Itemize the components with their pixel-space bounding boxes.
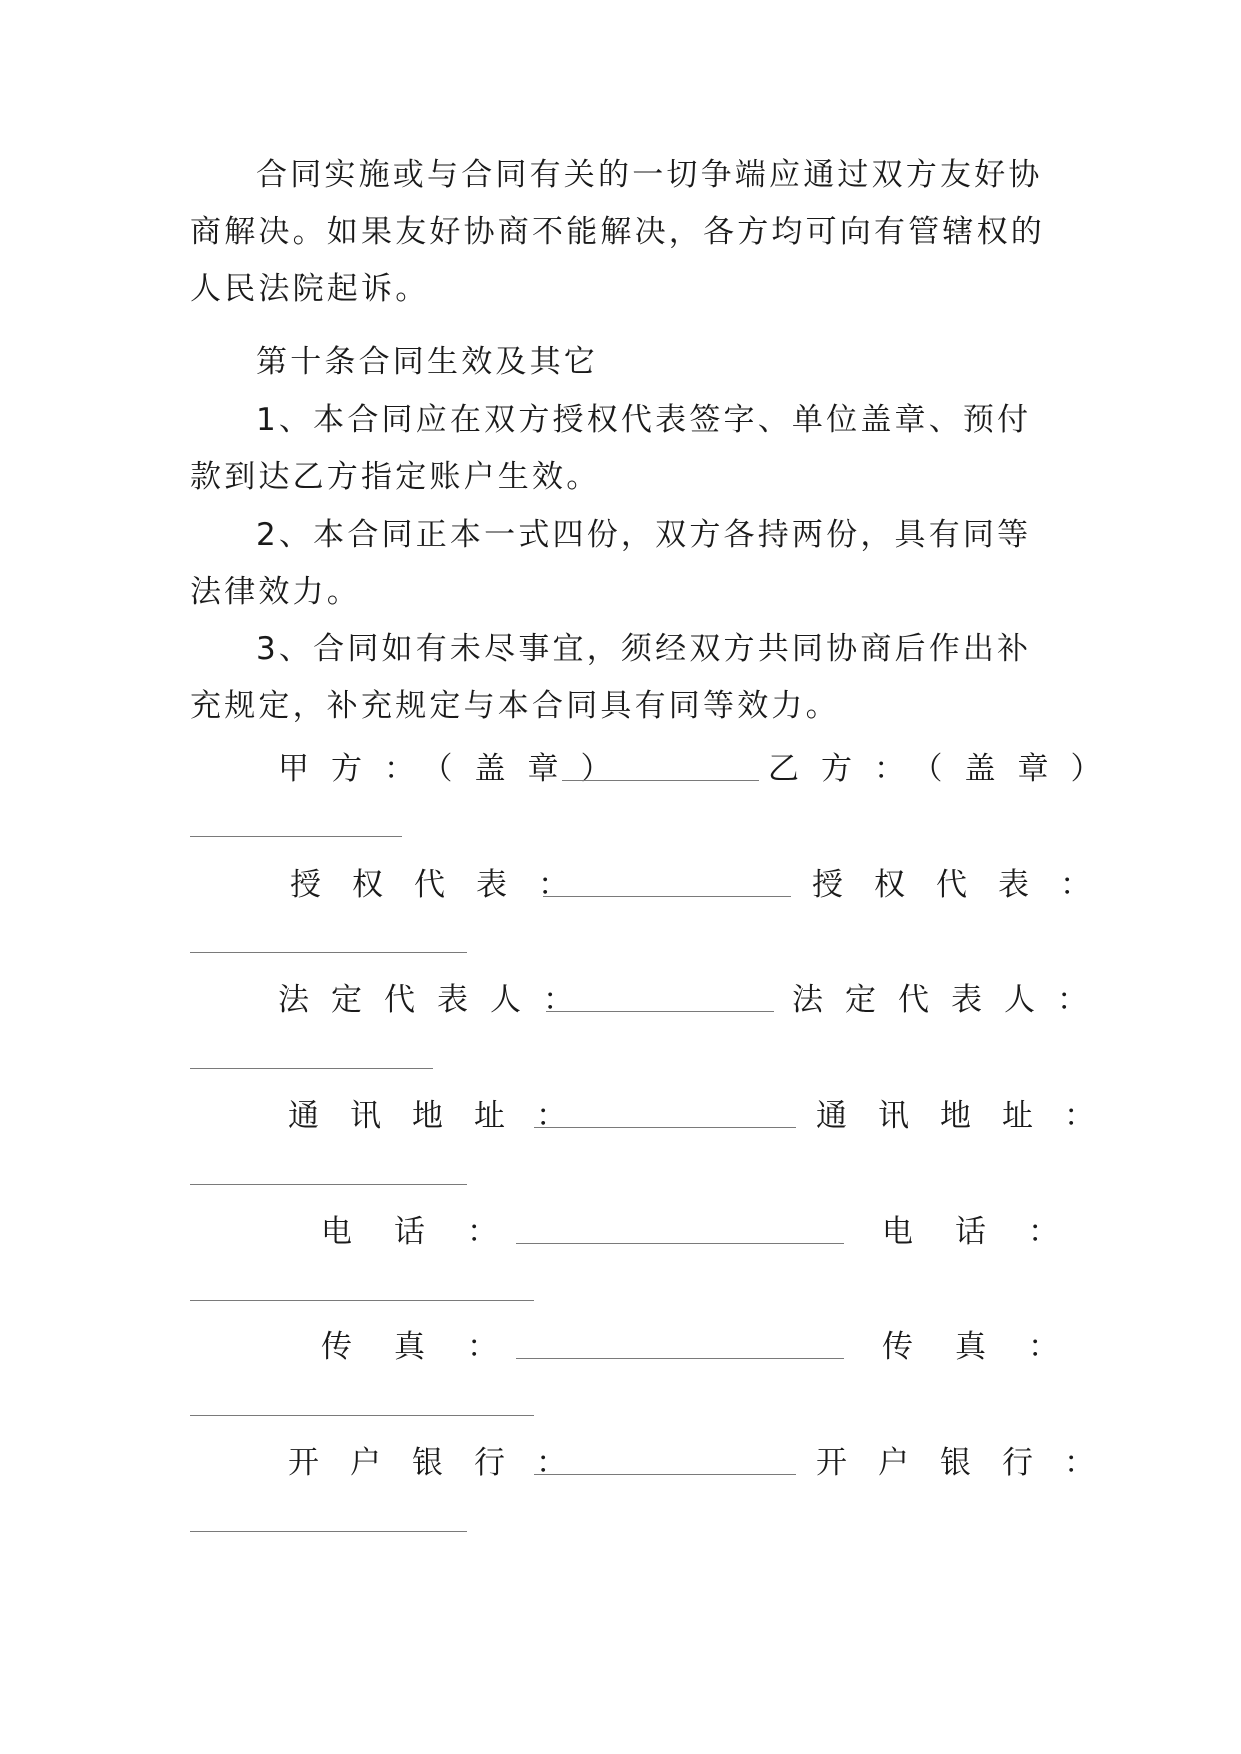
fax-row (190, 1324, 1101, 1370)
party-a-seal-line[interactable] (562, 780, 759, 781)
party-b-phone-line[interactable] (190, 1300, 534, 1301)
party-b-legal-representative-label: 法定代表人： (792, 982, 1110, 1018)
party-b-fax-label: 传真： (882, 1329, 1101, 1365)
article-ten-heading: 第十条合同生效及其它 (256, 344, 598, 380)
bank-row (190, 1440, 1126, 1486)
party-a-fax-label: 传真： (321, 1329, 540, 1365)
party-a-legal-representative-line[interactable] (546, 1011, 774, 1012)
party-b-representative-label: 授权代表： (812, 867, 1122, 903)
clause-3-paragraph: 3、合同如有未尽事宜，须经双方共同协商后作出补充规定，补充规定与本合同具有同等效力。 (190, 631, 1032, 724)
seal-row (190, 746, 1124, 792)
party-a-representative-line[interactable] (543, 896, 791, 897)
party-a-bank-label: 开户银行： (288, 1445, 598, 1481)
party-b-address-label: 通讯地址： (816, 1098, 1126, 1134)
party-b-bank-label: 开户银行： (816, 1445, 1126, 1481)
party-a-phone-label: 电话： (321, 1214, 540, 1250)
party-b-phone-label: 电话： (882, 1214, 1101, 1250)
party-b-legal-representative-line[interactable] (190, 1068, 433, 1069)
representative-row (190, 862, 1122, 908)
party-b-seal-label: 乙方：（盖章） (768, 751, 1124, 787)
legal-representative-row (190, 977, 1110, 1023)
party-a-legal-representative-label: 法定代表人： (278, 982, 596, 1018)
party-b-representative-line[interactable] (190, 952, 467, 953)
party-a-representative-label: 授权代表： (290, 867, 600, 903)
phone-row (190, 1209, 1101, 1255)
clause-2-paragraph: 2、本合同正本一式四份，双方各持两份，具有同等法律效力。 (190, 517, 1032, 610)
dispute-clause-paragraph: 合同实施或与合同有关的一切争端应通过双方友好协商解决。如果友好协商不能解决，各方均可向有管辖权的人民法院起诉。 (190, 157, 1045, 307)
party-a-address-label: 通讯地址： (288, 1098, 598, 1134)
party-a-seal-label: 甲方：（盖章） (278, 751, 634, 787)
party-a-phone-line[interactable] (516, 1243, 844, 1244)
party-b-bank-line[interactable] (190, 1531, 467, 1532)
party-a-bank-line[interactable] (534, 1474, 796, 1475)
party-b-address-line[interactable] (190, 1184, 467, 1185)
party-a-address-line[interactable] (534, 1127, 796, 1128)
party-b-seal-line[interactable] (190, 836, 402, 837)
party-b-fax-line[interactable] (190, 1415, 534, 1416)
clause-1-paragraph: 1、本合同应在双方授权代表签字、单位盖章、预付款到达乙方指定账户生效。 (190, 402, 1032, 495)
party-a-fax-line[interactable] (516, 1358, 844, 1359)
address-row (190, 1093, 1126, 1139)
